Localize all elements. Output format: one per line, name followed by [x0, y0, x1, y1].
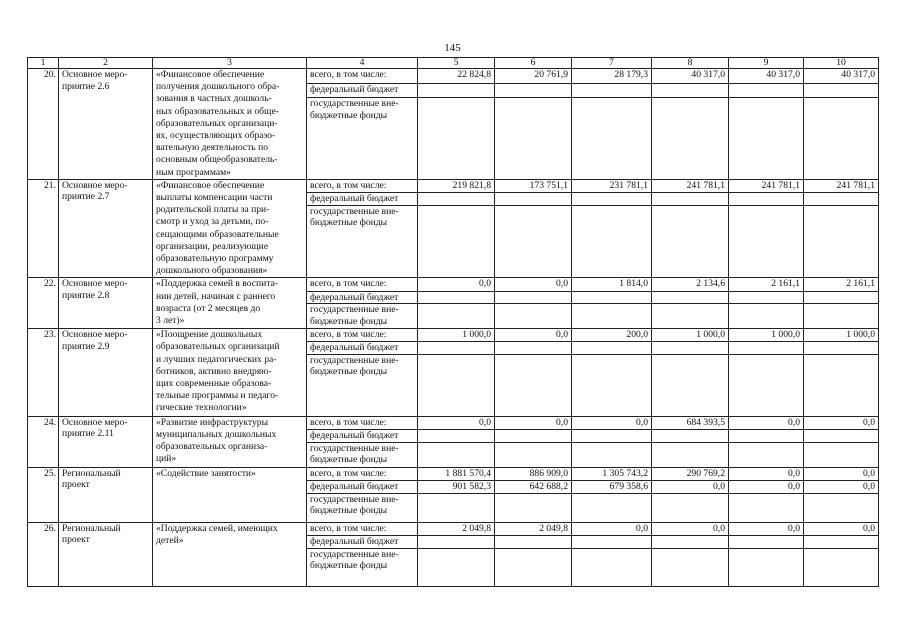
- amount-cell: 0,0: [652, 480, 729, 493]
- amount-cell: [729, 98, 804, 180]
- amount-cell: [572, 304, 652, 329]
- amount-cell: 0,0: [804, 416, 879, 429]
- funding-source-label: государственные вне- бюджетные фонды: [307, 304, 418, 329]
- amount-cell: [572, 342, 652, 355]
- row-description: «Финансовое обеспечение выплаты компенсации части родительской платы за при- смотр и уход за детьми, по- сещающими образовательные организации, реализующие образовательную программу дошкольного образования»: [153, 179, 307, 278]
- amount-cell: [418, 193, 495, 206]
- table-row: [28, 69, 879, 84]
- amount-cell: 1 000,0: [729, 329, 804, 342]
- amount-cell: 0,0: [729, 480, 804, 493]
- amount-cell: [652, 430, 729, 443]
- amount-cell: [804, 493, 879, 522]
- amount-cell: [729, 442, 804, 467]
- amount-cell: 642 688,2: [495, 480, 572, 493]
- amount-cell: 2 049,8: [418, 522, 495, 535]
- amount-cell: [804, 354, 879, 416]
- amount-cell: [495, 430, 572, 443]
- amount-cell: 241 781,1: [804, 179, 879, 192]
- amount-cell: [572, 430, 652, 443]
- row-number: 22.: [28, 278, 59, 329]
- row-description: «Поддержка семей в воспита- нии детей, начиная с раннего возраста (от 2 месяцев до 3 лет)»: [153, 278, 307, 329]
- amount-cell: [495, 83, 572, 97]
- amount-cell: 290 769,2: [652, 467, 729, 480]
- funding-source-label: федеральный бюджет: [307, 83, 418, 97]
- amount-cell: 1 000,0: [652, 329, 729, 342]
- amount-cell: [495, 493, 572, 522]
- amount-cell: 0,0: [495, 329, 572, 342]
- amount-cell: 2 134,6: [652, 278, 729, 291]
- header-cell: 7: [572, 58, 652, 69]
- amount-cell: 0,0: [572, 522, 652, 535]
- funding-source-label: федеральный бюджет: [307, 430, 418, 443]
- amount-cell: 20 761,9: [495, 69, 572, 84]
- amount-cell: [495, 304, 572, 329]
- amount-cell: [495, 536, 572, 549]
- amount-cell: [652, 83, 729, 97]
- amount-cell: [572, 493, 652, 522]
- amount-cell: [418, 83, 495, 97]
- amount-cell: [572, 83, 652, 97]
- amount-cell: 679 358,6: [572, 480, 652, 493]
- row-category: Основное меро- приятие 2.9: [59, 329, 153, 417]
- header-cell: 4: [307, 58, 418, 69]
- row-number: 23.: [28, 329, 59, 417]
- funding-source-label: всего, в том числе:: [307, 179, 418, 192]
- amount-cell: [729, 291, 804, 304]
- amount-cell: 1 305 743,2: [572, 467, 652, 480]
- amount-cell: [729, 493, 804, 522]
- header-cell: 8: [652, 58, 729, 69]
- amount-cell: [729, 548, 804, 586]
- amount-cell: [572, 442, 652, 467]
- amount-cell: 684 393,5: [652, 416, 729, 429]
- header-cell: 10: [804, 58, 879, 69]
- amount-cell: [572, 205, 652, 278]
- amount-cell: 1 814,0: [572, 278, 652, 291]
- amount-cell: 901 582,3: [418, 480, 495, 493]
- amount-cell: [729, 430, 804, 443]
- amount-cell: [729, 193, 804, 206]
- amount-cell: [418, 442, 495, 467]
- funding-source-label: федеральный бюджет: [307, 291, 418, 304]
- amount-cell: [418, 205, 495, 278]
- amount-cell: [495, 291, 572, 304]
- row-category: Региональный проект: [59, 522, 153, 586]
- amount-cell: 0,0: [418, 278, 495, 291]
- amount-cell: [652, 98, 729, 180]
- row-category: Региональный проект: [59, 467, 153, 522]
- header-cell: 2: [59, 58, 153, 69]
- amount-cell: [572, 193, 652, 206]
- funding-source-label: всего, в том числе:: [307, 278, 418, 291]
- table-row: [28, 467, 879, 480]
- budget-table: [27, 57, 879, 587]
- amount-cell: 0,0: [729, 416, 804, 429]
- amount-cell: [418, 98, 495, 180]
- table-row: [28, 416, 879, 429]
- amount-cell: [572, 536, 652, 549]
- table-body: [28, 69, 879, 587]
- amount-cell: 241 781,1: [652, 179, 729, 192]
- amount-cell: 2 161,1: [729, 278, 804, 291]
- amount-cell: [729, 205, 804, 278]
- amount-cell: [572, 291, 652, 304]
- header-cell: 9: [729, 58, 804, 69]
- table-row: [28, 179, 879, 192]
- amount-cell: [572, 548, 652, 586]
- amount-cell: [729, 304, 804, 329]
- row-category: Основное меро- приятие 2.7: [59, 179, 153, 278]
- amount-cell: [495, 548, 572, 586]
- amount-cell: [729, 536, 804, 549]
- funding-source-label: государственные вне- бюджетные фонды: [307, 205, 418, 278]
- amount-cell: 0,0: [804, 467, 879, 480]
- amount-cell: [495, 205, 572, 278]
- amount-cell: [652, 493, 729, 522]
- amount-cell: 28 179,3: [572, 69, 652, 84]
- amount-cell: [418, 342, 495, 355]
- amount-cell: [652, 536, 729, 549]
- amount-cell: 40 317,0: [652, 69, 729, 84]
- amount-cell: [804, 442, 879, 467]
- funding-source-label: всего, в том числе:: [307, 522, 418, 535]
- amount-cell: 0,0: [572, 416, 652, 429]
- amount-cell: [418, 536, 495, 549]
- page-number: 145: [444, 42, 461, 54]
- row-description: «Содействие занятости»: [153, 467, 307, 522]
- amount-cell: [652, 342, 729, 355]
- row-number: 20.: [28, 69, 59, 180]
- amount-cell: 40 317,0: [729, 69, 804, 84]
- amount-cell: [652, 354, 729, 416]
- amount-cell: 200,0: [572, 329, 652, 342]
- amount-cell: 173 751,1: [495, 179, 572, 192]
- amount-cell: [418, 304, 495, 329]
- amount-cell: 1 000,0: [804, 329, 879, 342]
- amount-cell: [804, 430, 879, 443]
- amount-cell: 231 781,1: [572, 179, 652, 192]
- amount-cell: [652, 291, 729, 304]
- amount-cell: 1 881 570,4: [418, 467, 495, 480]
- amount-cell: [804, 304, 879, 329]
- row-description: «Поощрение дошкольных образовательных организаций и лучших педагогических ра- ботников, активно внедряю- щих современные образова- тельные программы и педаго- гические технологии»: [153, 329, 307, 417]
- amount-cell: [418, 291, 495, 304]
- amount-cell: [495, 342, 572, 355]
- funding-source-label: всего, в том числе:: [307, 329, 418, 342]
- amount-cell: [495, 354, 572, 416]
- table-row: [28, 522, 879, 535]
- amount-cell: [572, 98, 652, 180]
- amount-cell: [495, 442, 572, 467]
- amount-cell: [804, 342, 879, 355]
- row-number: 25.: [28, 467, 59, 522]
- amount-cell: 1 000,0: [418, 329, 495, 342]
- amount-cell: [652, 193, 729, 206]
- header-cell: 1: [28, 58, 59, 69]
- amount-cell: [804, 536, 879, 549]
- amount-cell: 0,0: [804, 522, 879, 535]
- row-number: 24.: [28, 416, 59, 467]
- amount-cell: [572, 354, 652, 416]
- amount-cell: [418, 354, 495, 416]
- row-category: Основное меро- приятие 2.6: [59, 69, 153, 180]
- funding-source-label: федеральный бюджет: [307, 342, 418, 355]
- row-number: 21.: [28, 179, 59, 278]
- funding-source-label: всего, в том числе:: [307, 69, 418, 84]
- amount-cell: 2 049,8: [495, 522, 572, 535]
- funding-source-label: всего, в том числе:: [307, 416, 418, 429]
- funding-source-label: федеральный бюджет: [307, 480, 418, 493]
- amount-cell: 219 821,8: [418, 179, 495, 192]
- table-row: [28, 278, 879, 291]
- header-cell: 6: [495, 58, 572, 69]
- amount-cell: [804, 83, 879, 97]
- amount-cell: [495, 193, 572, 206]
- table-row: [28, 329, 879, 342]
- amount-cell: 886 909,0: [495, 467, 572, 480]
- amount-cell: [652, 304, 729, 329]
- amount-cell: [729, 83, 804, 97]
- header-cell: 3: [153, 58, 307, 69]
- amount-cell: [652, 205, 729, 278]
- funding-source-label: государственные вне- бюджетные фонды: [307, 354, 418, 416]
- header-row: [28, 58, 879, 69]
- amount-cell: [729, 342, 804, 355]
- amount-cell: 0,0: [418, 416, 495, 429]
- amount-cell: [804, 205, 879, 278]
- funding-source-label: государственные вне- бюджетные фонды: [307, 442, 418, 467]
- amount-cell: 22 824,8: [418, 69, 495, 84]
- amount-cell: [804, 98, 879, 180]
- row-category: Основное меро- приятие 2.8: [59, 278, 153, 329]
- amount-cell: [495, 98, 572, 180]
- amount-cell: [804, 548, 879, 586]
- amount-cell: 0,0: [729, 522, 804, 535]
- amount-cell: [418, 493, 495, 522]
- amount-cell: [418, 430, 495, 443]
- amount-cell: 2 161,1: [804, 278, 879, 291]
- row-description: «Финансовое обеспечение получения дошкольного обра- зования в частных дошколь- ных образовательных и обще- образовательных организаци- ях, осуществляющих образо- вательную деятельность по основным общеобразователь- ным программам»: [153, 69, 307, 180]
- amount-cell: 0,0: [495, 278, 572, 291]
- amount-cell: 40 317,0: [804, 69, 879, 84]
- funding-source-label: государственные вне- бюджетные фонды: [307, 493, 418, 522]
- amount-cell: 0,0: [729, 467, 804, 480]
- amount-cell: 0,0: [804, 480, 879, 493]
- amount-cell: [652, 548, 729, 586]
- funding-source-label: государственные вне- бюджетные фонды: [307, 98, 418, 180]
- funding-source-label: государственные вне- бюджетные фонды: [307, 548, 418, 586]
- funding-source-label: федеральный бюджет: [307, 193, 418, 206]
- amount-cell: [652, 442, 729, 467]
- row-description: «Развитие инфраструктуры муниципальных дошкольных образовательных организа- ций»: [153, 416, 307, 467]
- row-category: Основное меро- приятие 2.11: [59, 416, 153, 467]
- row-number: 26.: [28, 522, 59, 586]
- amount-cell: 0,0: [652, 522, 729, 535]
- header-cell: 5: [418, 58, 495, 69]
- amount-cell: [804, 193, 879, 206]
- amount-cell: 0,0: [495, 416, 572, 429]
- funding-source-label: федеральный бюджет: [307, 536, 418, 549]
- funding-source-label: всего, в том числе:: [307, 467, 418, 480]
- row-description: «Поддержка семей, имеющих детей»: [153, 522, 307, 586]
- amount-cell: [729, 354, 804, 416]
- amount-cell: 241 781,1: [729, 179, 804, 192]
- amount-cell: [418, 548, 495, 586]
- amount-cell: [804, 291, 879, 304]
